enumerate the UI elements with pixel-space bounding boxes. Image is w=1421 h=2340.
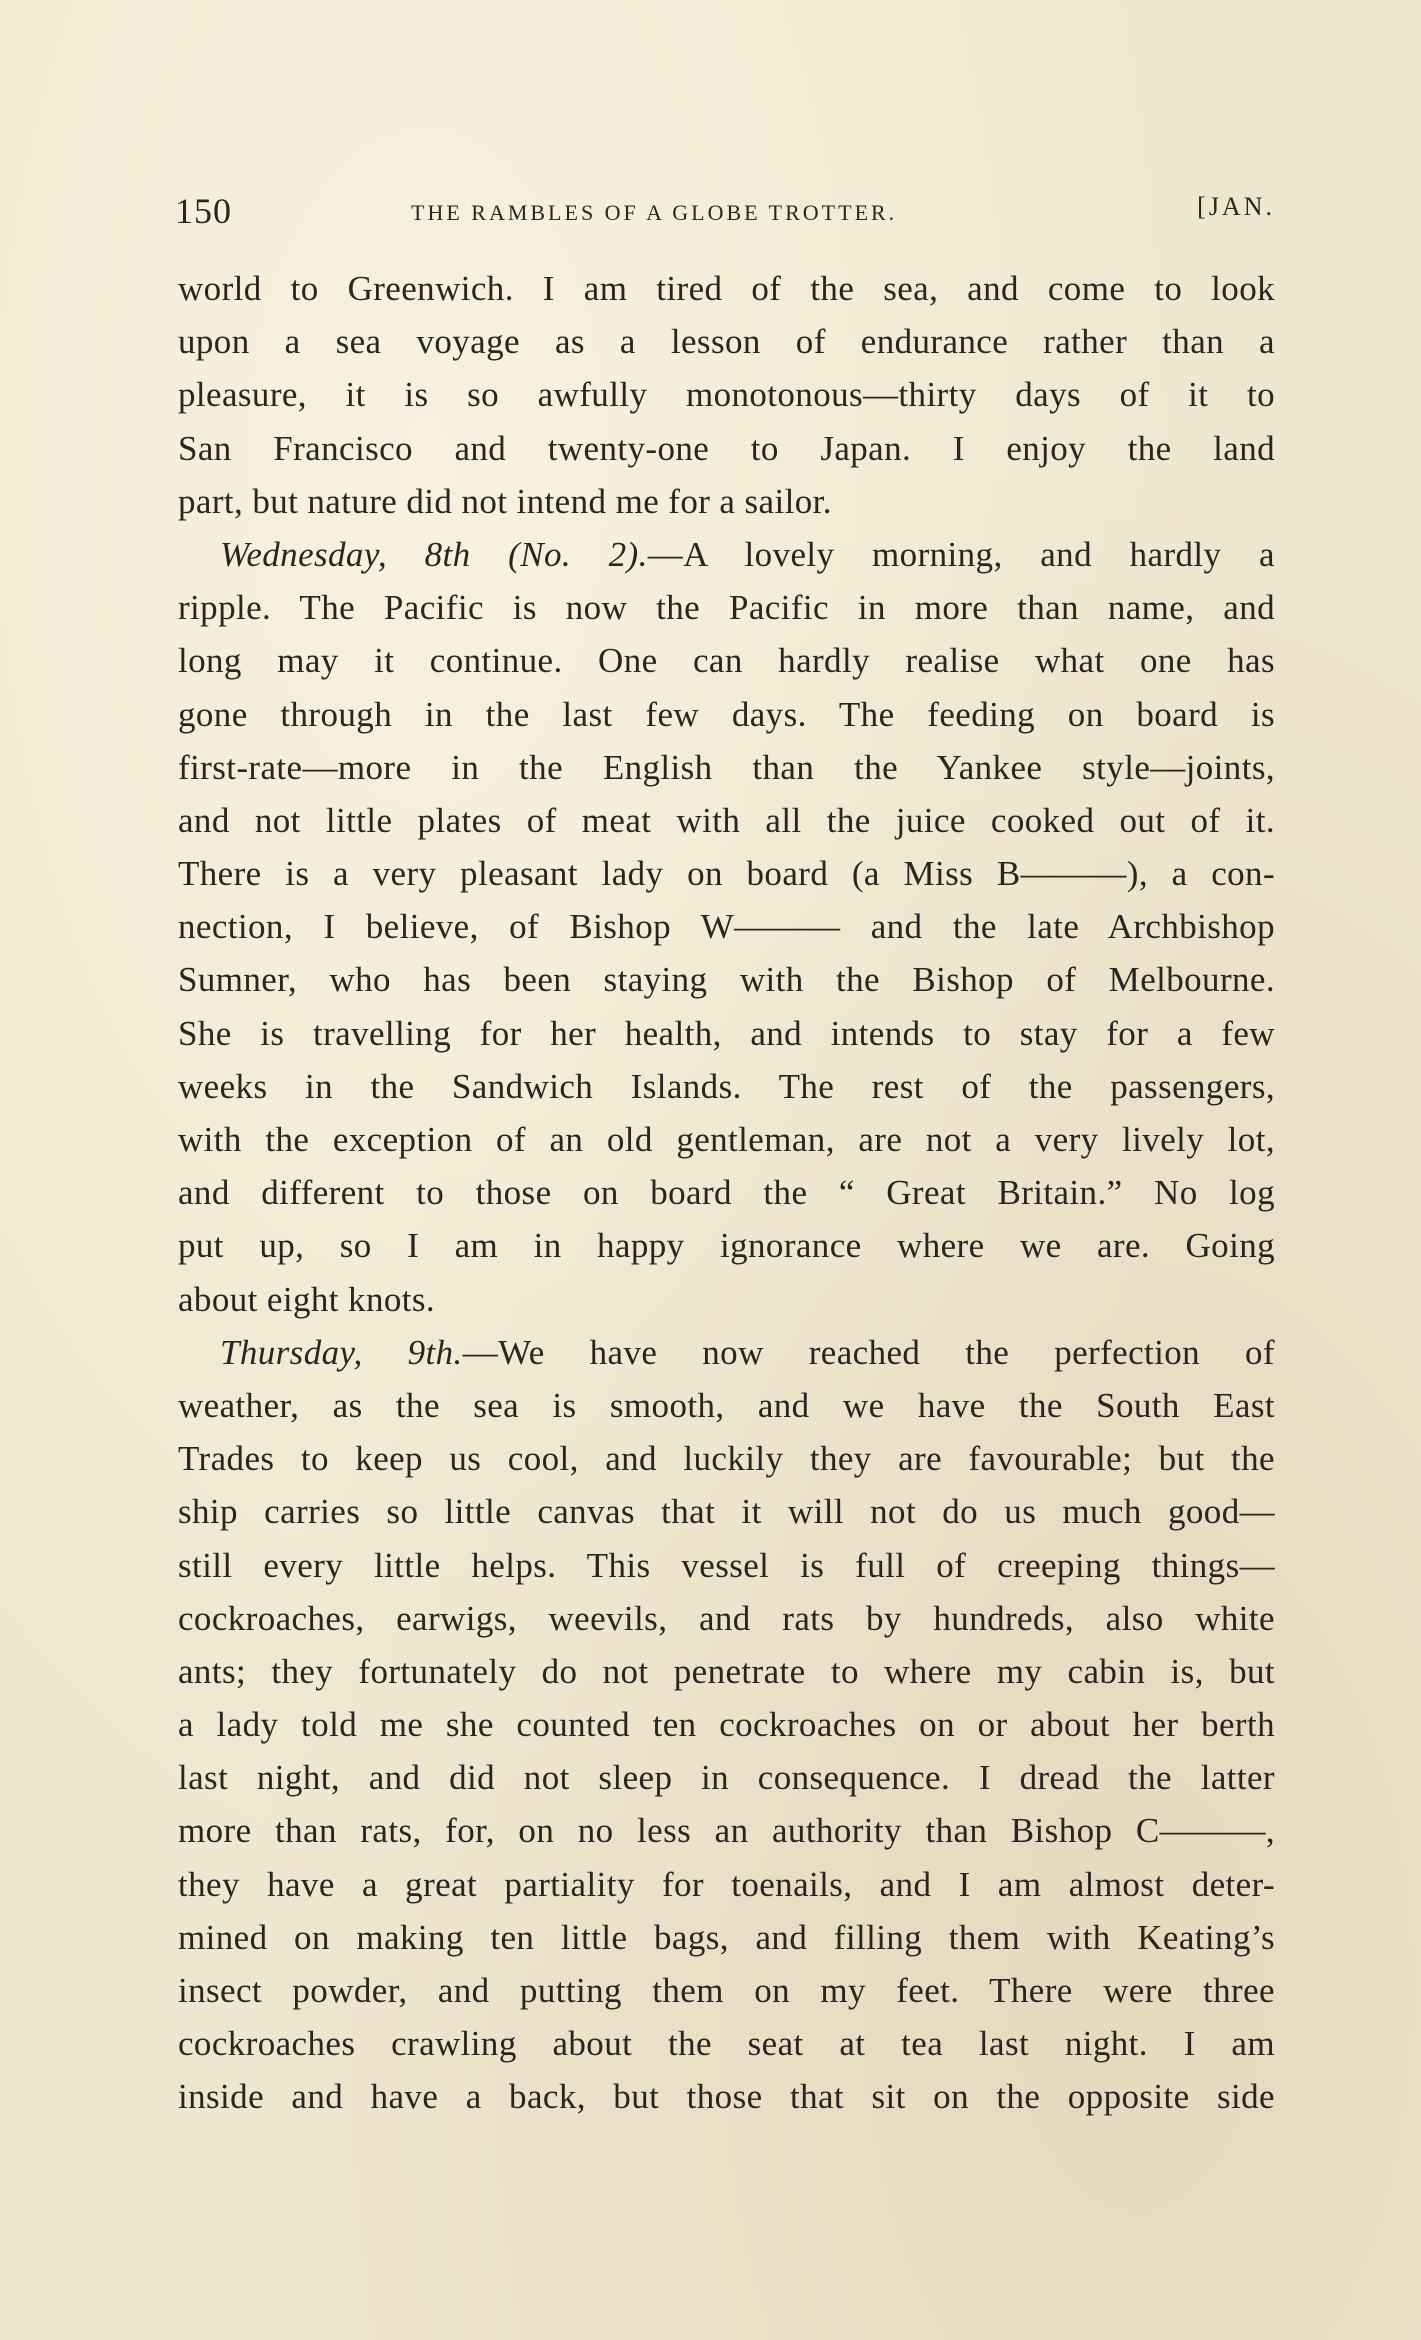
text-line: cockroaches, earwigs, weevils, and rats by hundreds, also white [178, 1598, 1275, 1638]
text-line: gone through in the last few days. The feeding on board is [178, 694, 1275, 734]
page-header [175, 190, 1275, 240]
text-line: ripple. The Pacific is now the Pacific in more than name, and [178, 588, 1275, 628]
text-line: upon a sea voyage as a lesson of endurance rather than a [178, 322, 1275, 362]
text-line: about eight knots. [178, 1279, 436, 1319]
text-line: weather, as the sea is smooth, and we have the South East [178, 1385, 1275, 1425]
text-line: There is a very pleasant lady on board (a Miss B———), a con- [178, 854, 1275, 894]
text-line: nection, I believe, of Bishop W——— and the late Archbishop [178, 907, 1275, 947]
text-line: long may it continue. One can hardly realise what one has [178, 641, 1275, 681]
entry-text: —We have now reached the perfection of [462, 1332, 1275, 1372]
running-title: THE RAMBLES OF A GLOBE TROTTER. [411, 200, 898, 225]
body-text [178, 262, 1275, 2124]
text-line: Sumner, who has been staying with the Bishop of Melbourne. [178, 960, 1275, 1000]
text-line: a lady told me she counted ten cockroaches on or about her berth [178, 1705, 1275, 1745]
text-line: world to Greenwich. I am tired of the sea, and come to look [178, 269, 1275, 308]
text-line: mined on making ten little bags, and filling them with Keating’s [178, 1917, 1275, 1957]
page-number: 150 [175, 191, 232, 231]
text-line: weeks in the Sandwich Islands. The rest of the passengers, [178, 1066, 1275, 1106]
running-section: [JAN. [1197, 192, 1275, 221]
text-line: with the exception of an old gentleman, are not a very lively lot, [178, 1120, 1275, 1159]
text-line: insect powder, and putting them on my feet. There were three [178, 1971, 1275, 2010]
text-line: first-rate—more in the English than the Yankee style—joints, [178, 747, 1275, 787]
entry-date: Thursday, 9th. [220, 1332, 463, 1372]
entry-date: Wednesday, 8th (No. 2). [220, 534, 648, 574]
text-line: San Francisco and twenty-one to Japan. I enjoy the land [178, 428, 1275, 468]
text-line [178, 1326, 1275, 1379]
text-line: and different to those on board the “ Great Britain.” No log [178, 1173, 1275, 1213]
text-line: Trades to keep us cool, and luckily they are favourable; but the [178, 1439, 1275, 1479]
text-line: more than rats, for, on no less an authority than Bishop C———, [178, 1811, 1275, 1851]
text-line: She is travelling for her health, and intends to stay for a few [178, 1013, 1275, 1053]
text-line: and not little plates of meat with all the juice cooked out of it. [178, 800, 1275, 840]
text-line: ants; they fortunately do not penetrate to where my cabin is, but [178, 1651, 1275, 1691]
entry-text: —A lovely morning, and hardly a [647, 534, 1275, 574]
text-line: they have a great partiality for toenails, and I am almost deter- [178, 1864, 1275, 1904]
text-line: still every little helps. This vessel is full of creeping things— [178, 1545, 1275, 1585]
text-line: inside and have a back, but those that sit on the opposite side [178, 2077, 1275, 2117]
text-line: pleasure, it is so awfully monotonous—thirty days of it to [178, 375, 1275, 415]
text-line: ship carries so little canvas that it will not do us much good— [178, 1492, 1275, 1532]
text-line: part, but nature did not intend me for a sailor. [178, 481, 832, 521]
text-line: cockroaches crawling about the seat at tea last night. I am [178, 2024, 1275, 2064]
text-line: last night, and did not sleep in consequence. I dread the latter [178, 1758, 1275, 1798]
text-line: put up, so I am in happy ignorance where we are. Going [178, 1226, 1275, 1266]
text-line [178, 528, 1275, 581]
